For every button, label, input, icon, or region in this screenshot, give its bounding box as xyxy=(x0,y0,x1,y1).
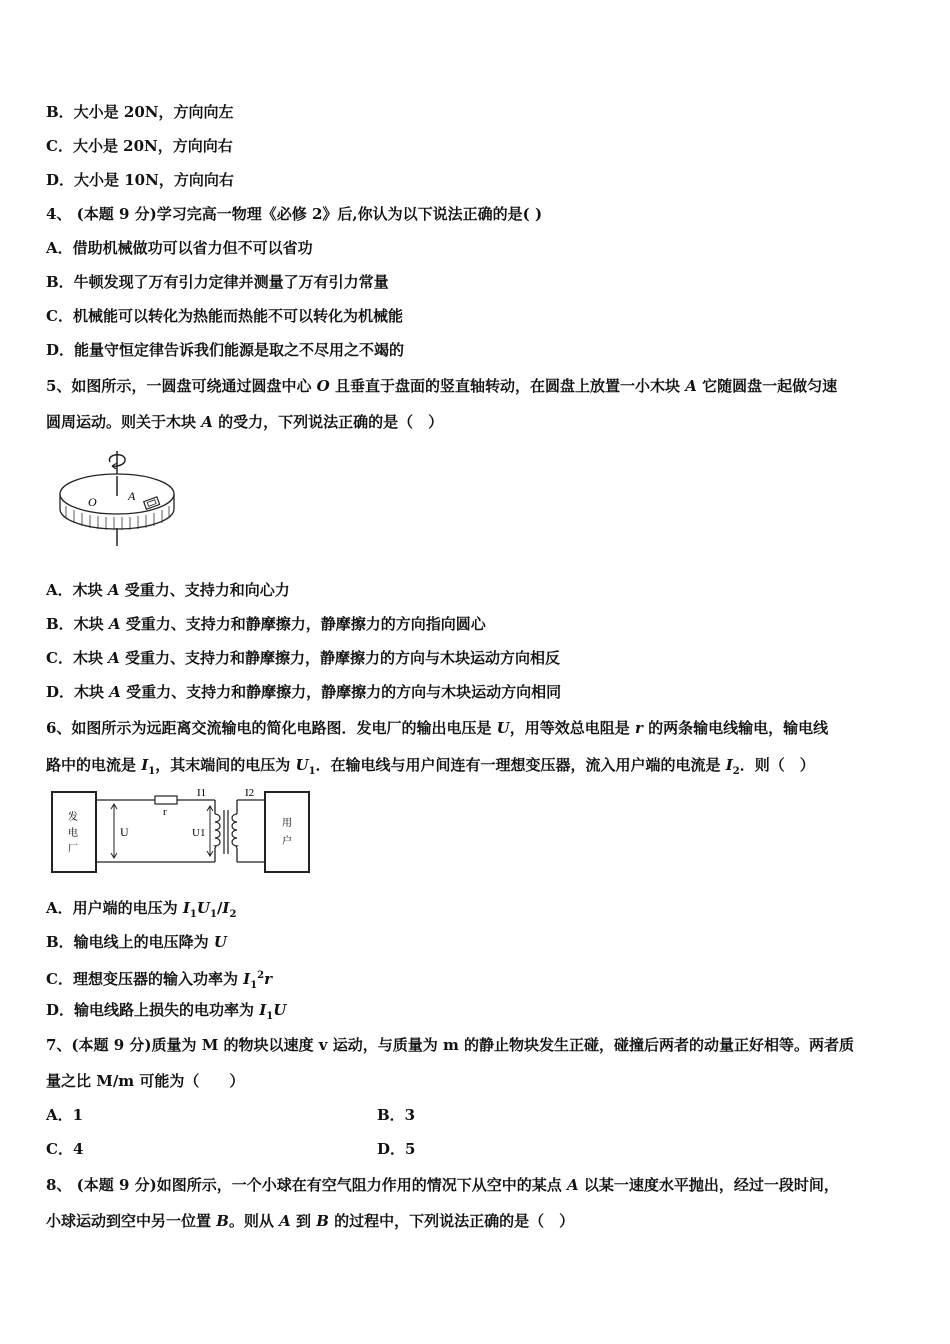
q7-option-b: B．3 xyxy=(377,1106,416,1124)
q4-stem: 4、 (本题 9 分)学习完高一物理《必修 2》后,你认为以下说法正确的是( ) xyxy=(46,205,543,223)
user-char-1: 用 xyxy=(282,818,292,829)
q5-option-b: B．木块 A 受重力、支持力和静摩擦力，静摩擦力的方向指向圆心 xyxy=(46,615,486,633)
resistor-label-r: r xyxy=(163,806,167,818)
q7-option-d: D．5 xyxy=(377,1140,416,1158)
q6-option-b: B．输电线上的电压降为 U xyxy=(46,933,227,951)
q5-option-c: C．木块 A 受重力、支持力和静摩擦力，静摩擦力的方向与木块运动方向相反 xyxy=(46,649,561,667)
q5-option-d: D．木块 A 受重力、支持力和静摩擦力，静摩擦力的方向与木块运动方向相同 xyxy=(46,683,562,701)
q8-stem-line2: 小球运动到空中另一位置 B。则从 A 到 B 的过程中，下列说法正确的是（ ） xyxy=(46,1212,575,1230)
current-label-i1: I1 xyxy=(197,787,207,799)
plant-char-1: 发 xyxy=(68,812,78,823)
disk-label-a: A xyxy=(128,489,136,503)
voltage-label-u1: U1 xyxy=(192,827,206,839)
q6-stem-line2: 路中的电流是 $I_1$，其末端间的电压为 $U_1$．在输电线与用户间连有一理想变压器，流入用户端的电流是 $I_2$．则（ ） xyxy=(46,756,815,777)
disk-label-o: O xyxy=(88,495,97,509)
q6-stem-line1: 6、如图所示为远距离交流输电的简化电路图．发电厂的输出电压是 U，用等效总电阻是 r 的两条输电线输电，输电线 xyxy=(46,719,829,737)
q4-option-b: B．牛顿发现了万有引力定律并测量了万有引力常量 xyxy=(46,273,389,291)
q6-option-d: D．输电线路上损失的电功率为 $I_1U$ xyxy=(46,1001,287,1022)
q4-option-d: D．能量守恒定律告诉我们能源是取之不尽用之不竭的 xyxy=(46,341,405,359)
q3-option-d: D．大小是 10N，方向向右 xyxy=(46,171,234,189)
q7-option-a: A．1 xyxy=(46,1106,84,1124)
q5-stem-line1: 5、如图所示，一圆盘可绕通过圆盘中心 O 且垂直于盘面的竖直轴转动，在圆盘上放置一小木块 A 它随圆盘一起做匀速 xyxy=(46,377,838,395)
plant-char-2: 电 xyxy=(68,828,78,839)
q5-stem-line2: 圆周运动。则关于木块 A 的受力，下列说法正确的是（ ） xyxy=(46,413,444,431)
q4-option-a: A．借助机械做功可以省力但不可以省功 xyxy=(46,239,313,257)
power-transmission-circuit xyxy=(50,784,315,876)
current-label-i2: I2 xyxy=(245,787,255,799)
q3-option-c: C．大小是 20N，方向向右 xyxy=(46,137,233,155)
voltage-label-u: U xyxy=(120,825,129,839)
q6-option-a: A．用户端的电压为 $I_1U_1/I_2$ xyxy=(46,899,237,920)
q7-stem-line1: 7、(本题 9 分)质量为 M 的物块以速度 v 运动，与质量为 m 的静止物块发生正碰，碰撞后两者的动量正好相等。两者质 xyxy=(46,1036,855,1054)
q5-option-a: A．木块 A 受重力、支持力和向心力 xyxy=(46,581,290,599)
rotating-disk-figure xyxy=(50,446,180,550)
q6-option-c: C．理想变压器的输入功率为 $I_1^2r$ xyxy=(46,970,273,991)
q3-option-b: B．大小是 20N，方向向左 xyxy=(46,103,234,121)
plant-char-3: 厂 xyxy=(68,844,78,855)
q8-stem-line1: 8、 (本题 9 分)如图所示，一个小球在有空气阻力作用的情况下从空中的某点 A 以某一速度水平抛出，经过一段时间， xyxy=(46,1176,839,1194)
q7-option-c: C．4 xyxy=(46,1140,84,1158)
user-char-2: 户 xyxy=(282,836,292,847)
q7-stem-line2: 量之比 M/m 可能为（ ） xyxy=(46,1072,245,1090)
q4-option-c: C．机械能可以转化为热能而热能不可以转化为机械能 xyxy=(46,307,403,325)
